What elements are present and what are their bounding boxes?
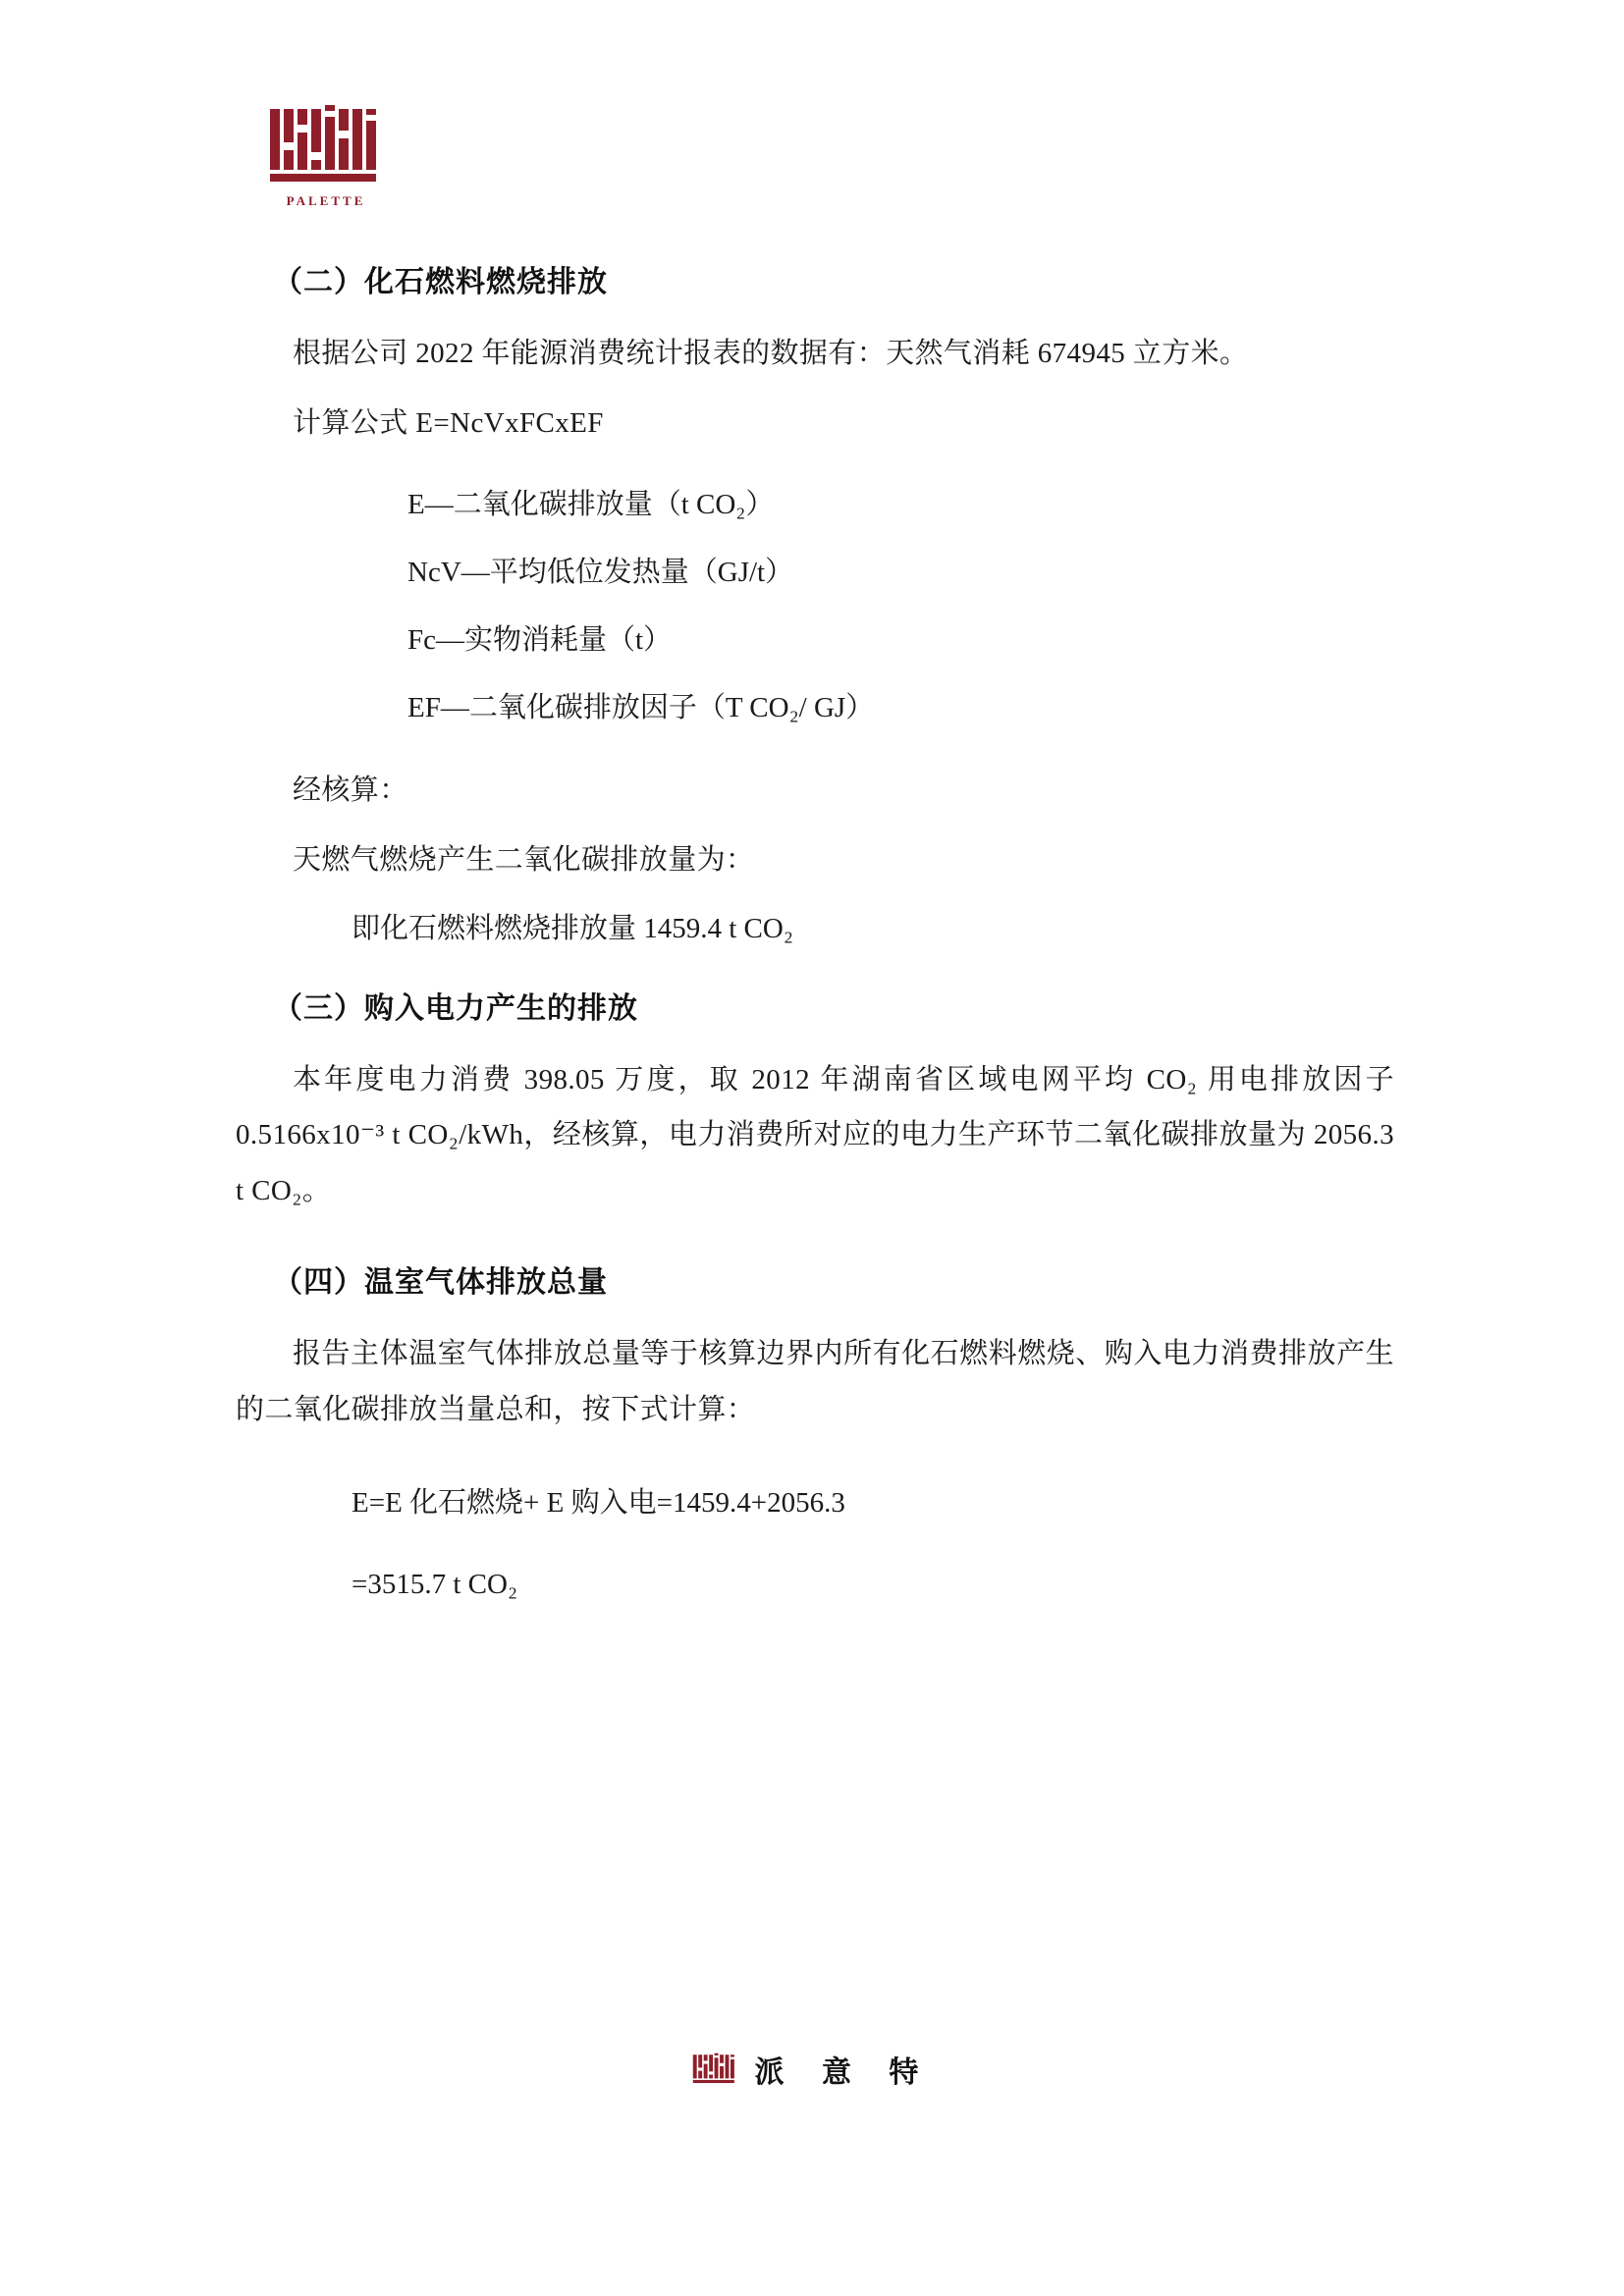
- section-heading-2: （二）化石燃料燃烧排放: [273, 265, 608, 299]
- result-fossil-emission: 即化石燃料燃烧排放量 1459.4 t CO₂: [352, 912, 793, 944]
- page-footer: [0, 2047, 1624, 2092]
- document-body: [236, 257, 1394, 1627]
- formula-total-1: E=E 化石燃烧+ E 购入电=1459.4+2056.3: [352, 1487, 845, 1520]
- formula-term-e: E—二氧化碳排放量（t CO₂）: [407, 489, 775, 521]
- formula-term-ncv: NcV—平均低位发热量（GJ/t）: [407, 557, 794, 589]
- paragraph-electricity-emission: 本年度电力消费 398.05 万度，取 2012 年湖南省区域电网平均 CO₂ 用电排放因子 0.5166x10⁻³ t CO₂/kWh，经核算，电力消费所对应的电力生产环节二氧化碳排放量为 2056.3 t CO₂。: [236, 1063, 1394, 1206]
- paragraph-gas-emission-label: 天燃气燃烧产生二氧化碳排放量为：: [293, 844, 755, 877]
- brand-wordmark: PALETTE: [286, 193, 366, 208]
- formula-total-2: =3515.7 t CO₂: [352, 1569, 518, 1601]
- section-heading-4: （四）温室气体排放总量: [273, 1265, 608, 1301]
- paragraph-formula-intro: 计算公式 E=NcVxFCxEF: [293, 406, 604, 439]
- paragraph-audit-label: 经核算：: [293, 774, 408, 807]
- formula-term-fc: Fc—实物消耗量（t）: [407, 624, 673, 657]
- paragraph-total-emission: 报告主体温室气体排放总量等于核算边界内所有化石燃料燃烧、购入电力消费排放产生的二氧化碳排放当量总和，按下式计算：: [236, 1338, 1394, 1425]
- palette-seal-logo-icon: [692, 2047, 737, 2092]
- section-heading-3: （三）购入电力产生的排放: [273, 990, 638, 1026]
- brand-logo: [257, 103, 395, 209]
- palette-seal-logo-icon: [268, 103, 384, 189]
- paragraph-fossil-data: 根据公司 2022 年能源消费统计报表的数据有：天然气消耗 674945 立方米。: [293, 338, 1249, 369]
- footer-brand-text: 派 意 特: [754, 2056, 933, 2090]
- formula-term-ef: EF—二氧化碳排放因子（T CO₂/ GJ）: [407, 692, 875, 724]
